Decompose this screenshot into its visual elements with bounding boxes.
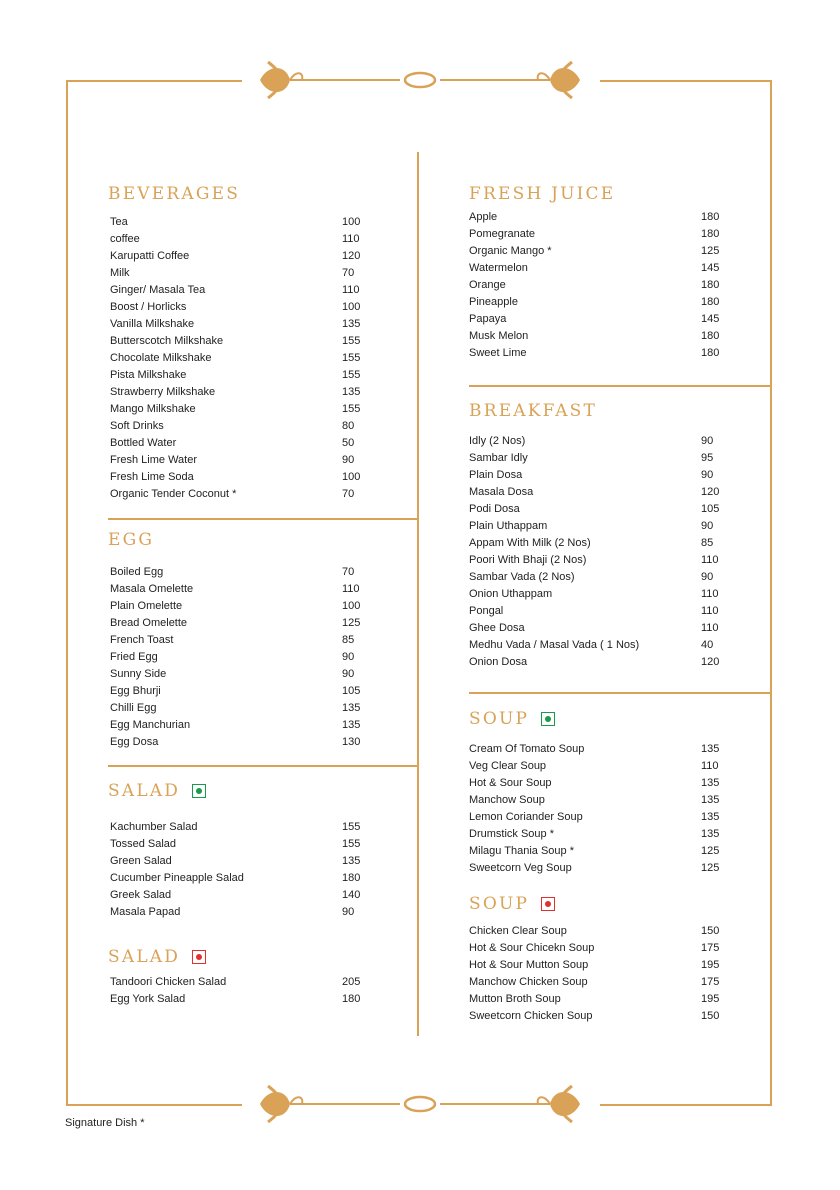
menu-item-name: Greek Salad	[110, 889, 172, 901]
menu-item-price: 135	[342, 702, 361, 714]
section-title-text: SALAD	[108, 947, 181, 967]
menu-item-name: Egg York Salad	[110, 993, 186, 1005]
section-title-text: BEVERAGES	[108, 184, 241, 204]
menu-item	[110, 615, 370, 632]
menu-item-price: 150	[701, 1010, 720, 1022]
menu-item-name: Chilli Egg	[110, 702, 157, 714]
column-divider	[417, 152, 419, 1036]
menu-item-price: 195	[701, 993, 720, 1005]
menu-item-price: 135	[701, 794, 720, 806]
menu-item-price: 110	[701, 554, 719, 566]
menu-item	[110, 248, 370, 265]
menu-item-name: Watermelon	[469, 262, 528, 274]
menu-item	[110, 469, 370, 486]
menu-item-price: 110	[342, 233, 360, 245]
menu-item	[469, 328, 729, 345]
menu-item	[469, 243, 729, 260]
menu-item-name: French Toast	[110, 634, 174, 646]
section-title-salad-veg	[108, 781, 206, 801]
menu-item-price: 135	[342, 386, 361, 398]
menu-item-price: 125	[701, 845, 720, 857]
menu-item-price: 155	[342, 821, 361, 833]
menu-item	[469, 620, 729, 637]
menu-item-price: 195	[701, 959, 720, 971]
menu-item-name: Onion Dosa	[469, 656, 528, 668]
menu-item-price: 155	[342, 838, 361, 850]
menu-item-price: 140	[342, 889, 361, 901]
menu-item-price: 110	[701, 605, 719, 617]
menu-item	[110, 214, 370, 231]
menu-item-price: 125	[342, 617, 361, 629]
menu-item-price: 180	[701, 296, 720, 308]
menu-item	[469, 940, 729, 957]
salad-nonveg-list	[110, 974, 370, 1008]
frame-bottom-left-line	[66, 1104, 242, 1106]
menu-item-name: Fresh Lime Water	[110, 454, 198, 466]
menu-item-price: 130	[342, 736, 361, 748]
menu-item	[469, 843, 729, 860]
menu-item-name: Podi Dosa	[469, 503, 520, 515]
section-title-text: SALAD	[108, 781, 181, 801]
menu-item-name: Onion Uthappam	[469, 588, 553, 600]
menu-item-price: 90	[701, 469, 714, 481]
menu-item-price: 180	[701, 211, 720, 223]
menu-item-price: 135	[342, 719, 361, 731]
menu-item-price: 110	[701, 622, 719, 634]
menu-item-price: 145	[701, 262, 720, 274]
menu-item-price: 90	[701, 435, 714, 447]
menu-item	[469, 586, 729, 603]
section-title-text: FRESH JUICE	[469, 184, 616, 204]
menu-item-name: Orange	[469, 279, 506, 291]
menu-item-name: Medhu Vada / Masal Vada ( 1 Nos)	[469, 639, 640, 651]
menu-item	[469, 860, 729, 877]
salad-veg-list	[110, 819, 370, 921]
menu-item	[110, 350, 370, 367]
menu-item-price: 40	[701, 639, 714, 651]
menu-item-name: Egg Dosa	[110, 736, 159, 748]
beverages-list	[110, 214, 370, 503]
menu-item-name: Hot & Sour Chicekn Soup	[469, 942, 595, 954]
menu-item-price: 90	[701, 520, 714, 532]
menu-item-price: 90	[342, 906, 355, 918]
menu-item	[469, 1008, 729, 1025]
menu-item-price: 100	[342, 471, 361, 483]
menu-item-name: Chocolate Milkshake	[110, 352, 212, 364]
menu-item	[469, 345, 729, 362]
section-title-text: SOUP	[469, 894, 530, 914]
frame-top-left-line	[66, 80, 242, 82]
section-title-text: EGG	[108, 530, 155, 550]
menu-item-name: Hot & Sour Mutton Soup	[469, 959, 589, 971]
menu-item	[469, 484, 729, 501]
menu-item-name: Masala Papad	[110, 906, 181, 918]
fresh-juice-list	[469, 209, 729, 362]
menu-item-name: Ginger/ Masala Tea	[110, 284, 206, 296]
menu-item-name: Masala Dosa	[469, 486, 534, 498]
menu-item-name: Pomegranate	[469, 228, 536, 240]
soup-nonveg-list	[469, 923, 729, 1025]
menu-item	[469, 518, 729, 535]
menu-item	[110, 452, 370, 469]
menu-item-name: Organic Tender Coconut *	[110, 488, 237, 500]
section-title-fresh-juice	[469, 184, 615, 204]
menu-item-name: Kachumber Salad	[110, 821, 198, 833]
divider-beverages-egg	[108, 518, 418, 520]
bottom-ornament-icon	[250, 1082, 590, 1128]
menu-item-name: Sunny Side	[110, 668, 167, 680]
menu-item-price: 105	[701, 503, 720, 515]
menu-item-price: 90	[701, 571, 714, 583]
menu-item-name: Sweetcorn Veg Soup	[469, 862, 572, 874]
menu-item	[110, 819, 370, 836]
menu-item	[110, 683, 370, 700]
menu-item-price: 180	[342, 872, 361, 884]
menu-item-price: 95	[701, 452, 714, 464]
frame-left-line	[66, 80, 68, 1106]
veg-mark-icon	[192, 784, 206, 798]
menu-item	[110, 887, 370, 904]
menu-item-price: 70	[342, 566, 355, 578]
menu-item-name: Butterscotch Milkshake	[110, 335, 224, 347]
menu-item-name: Plain Dosa	[469, 469, 523, 481]
breakfast-list	[469, 433, 729, 671]
menu-item-name: Ghee Dosa	[469, 622, 525, 634]
menu-item	[110, 649, 370, 666]
menu-item-name: Sambar Vada (2 Nos)	[469, 571, 575, 583]
section-title-text: SOUP	[469, 709, 530, 729]
menu-item	[469, 758, 729, 775]
menu-item-name: Pista Milkshake	[110, 369, 187, 381]
divider-juice-breakfast	[469, 385, 772, 387]
menu-item	[469, 501, 729, 518]
menu-item-price: 145	[701, 313, 720, 325]
menu-item-name: Egg Bhurji	[110, 685, 161, 697]
frame-right-line	[770, 80, 772, 1106]
menu-item-name: Bottled Water	[110, 437, 177, 449]
menu-item	[110, 333, 370, 350]
menu-item	[110, 384, 370, 401]
menu-item-price: 180	[701, 330, 720, 342]
menu-item	[110, 991, 370, 1008]
menu-item-price: 100	[342, 216, 361, 228]
menu-item-price: 120	[701, 486, 720, 498]
nonveg-mark-icon	[541, 897, 555, 911]
menu-item	[110, 401, 370, 418]
section-title-egg	[108, 530, 154, 550]
frame-bottom-right-line	[600, 1104, 772, 1106]
menu-item-name: Appam With Milk (2 Nos)	[469, 537, 591, 549]
menu-item-name: Tandoori Chicken Salad	[110, 976, 227, 988]
menu-item-name: Bread Omelette	[110, 617, 188, 629]
menu-item	[110, 853, 370, 870]
menu-item-name: Egg Manchurian	[110, 719, 191, 731]
menu-item-price: 205	[342, 976, 361, 988]
menu-item-price: 120	[701, 656, 720, 668]
menu-item	[469, 654, 729, 671]
menu-item	[110, 299, 370, 316]
menu-item-name: Soft Drinks	[110, 420, 164, 432]
menu-item	[110, 564, 370, 581]
section-title-soup-nonveg	[469, 894, 555, 914]
menu-item	[110, 974, 370, 991]
menu-item-price: 135	[701, 828, 720, 840]
menu-item-price: 175	[701, 942, 720, 954]
menu-item-price: 155	[342, 403, 361, 415]
menu-item-name: Tossed Salad	[110, 838, 177, 850]
section-title-breakfast	[469, 401, 597, 421]
menu-item-name: Milagu Thania Soup *	[469, 845, 574, 857]
menu-item	[110, 700, 370, 717]
menu-item	[469, 775, 729, 792]
menu-item-price: 90	[342, 651, 355, 663]
divider-egg-salad	[108, 765, 418, 767]
menu-item-name: Pineapple	[469, 296, 518, 308]
menu-item-name: Sambar Idly	[469, 452, 528, 464]
menu-item	[469, 991, 729, 1008]
menu-item-price: 105	[342, 685, 361, 697]
menu-item-price: 180	[342, 993, 361, 1005]
menu-item-name: Apple	[469, 211, 498, 223]
section-title-salad-nonveg	[108, 947, 206, 967]
menu-item-price: 155	[342, 369, 361, 381]
menu-item-name: Hot & Sour Soup	[469, 777, 552, 789]
menu-item-name: Cream Of Tomato Soup	[469, 743, 585, 755]
menu-item	[110, 632, 370, 649]
menu-item-price: 135	[342, 855, 361, 867]
menu-item-price: 70	[342, 267, 355, 279]
menu-item-price: 155	[342, 352, 361, 364]
menu-item-name: Lemon Coriander Soup	[469, 811, 583, 823]
menu-item-name: Boost / Horlicks	[110, 301, 187, 313]
menu-item	[110, 666, 370, 683]
menu-item	[110, 367, 370, 384]
menu-item-price: 120	[342, 250, 361, 262]
menu-item	[469, 792, 729, 809]
menu-item	[110, 282, 370, 299]
section-title-text: BREAKFAST	[469, 401, 598, 421]
menu-item	[469, 569, 729, 586]
menu-item-price: 135	[701, 811, 720, 823]
menu-item	[469, 637, 729, 654]
footnote-signature-dish: Signature Dish *	[65, 1117, 145, 1129]
section-title-beverages	[108, 184, 240, 204]
menu-item	[469, 741, 729, 758]
menu-item-price: 85	[342, 634, 355, 646]
menu-item-price: 70	[342, 488, 355, 500]
menu-item-name: Drumstick Soup *	[469, 828, 554, 840]
menu-item-name: Masala Omelette	[110, 583, 194, 595]
menu-item	[469, 826, 729, 843]
menu-item	[110, 418, 370, 435]
menu-item-name: Boiled Egg	[110, 566, 164, 578]
menu-item	[110, 435, 370, 452]
menu-item	[469, 260, 729, 277]
menu-item	[469, 923, 729, 940]
menu-item-name: Strawberry Milkshake	[110, 386, 216, 398]
menu-item-name: Fried Egg	[110, 651, 158, 663]
menu-item	[469, 226, 729, 243]
menu-item-price: 90	[342, 454, 355, 466]
menu-item	[469, 294, 729, 311]
menu-item-name: Organic Mango *	[469, 245, 552, 257]
menu-item-name: Chicken Clear Soup	[469, 925, 567, 937]
menu-item-price: 150	[701, 925, 720, 937]
menu-item-price: 180	[701, 228, 720, 240]
menu-item-price: 110	[342, 583, 360, 595]
menu-item-price: 135	[701, 743, 720, 755]
menu-item	[110, 486, 370, 503]
menu-item	[469, 552, 729, 569]
menu-item	[469, 450, 729, 467]
menu-item-name: Poori With Bhaji (2 Nos)	[469, 554, 587, 566]
menu-item-name: Milk	[110, 267, 130, 279]
menu-item-price: 100	[342, 301, 361, 313]
menu-item-name: Pongal	[469, 605, 504, 617]
menu-item-name: Tea	[110, 216, 128, 228]
menu-item-name: Karupatti Coffee	[110, 250, 190, 262]
menu-item	[469, 535, 729, 552]
menu-item	[110, 836, 370, 853]
menu-item-name: Plain Uthappam	[469, 520, 548, 532]
menu-item	[110, 870, 370, 887]
menu-item-name: Fresh Lime Soda	[110, 471, 194, 483]
menu-item-price: 180	[701, 279, 720, 291]
menu-item-name: Idly (2 Nos)	[469, 435, 526, 447]
menu-item	[469, 433, 729, 450]
menu-item-price: 80	[342, 420, 355, 432]
menu-item-price: 125	[701, 862, 720, 874]
veg-mark-icon	[541, 712, 555, 726]
menu-item	[469, 311, 729, 328]
menu-item	[469, 603, 729, 620]
frame-top-right-line	[600, 80, 772, 82]
menu-item-price: 125	[701, 245, 720, 257]
menu-item	[110, 904, 370, 921]
menu-item-name: Mutton Broth Soup	[469, 993, 561, 1005]
menu-item-price: 100	[342, 600, 361, 612]
menu-item-price: 135	[342, 318, 361, 330]
egg-list	[110, 564, 370, 751]
menu-item-name: coffee	[110, 233, 140, 245]
menu-item	[110, 598, 370, 615]
menu-item	[110, 316, 370, 333]
menu-item	[110, 734, 370, 751]
menu-item-name: Vanilla Milkshake	[110, 318, 195, 330]
menu-item-name: Manchow Soup	[469, 794, 545, 806]
menu-item-price: 50	[342, 437, 355, 449]
menu-item	[110, 581, 370, 598]
menu-item-name: Papaya	[469, 313, 507, 325]
menu-item	[110, 231, 370, 248]
menu-item	[469, 809, 729, 826]
menu-item-price: 110	[701, 588, 719, 600]
menu-item-price: 175	[701, 976, 720, 988]
menu-item	[469, 957, 729, 974]
section-title-soup-veg	[469, 709, 555, 729]
menu-item-name: Cucumber Pineapple Salad	[110, 872, 244, 884]
menu-item	[469, 277, 729, 294]
menu-item-name: Sweetcorn Chicken Soup	[469, 1010, 593, 1022]
menu-item-price: 180	[701, 347, 720, 359]
divider-breakfast-soup	[469, 692, 772, 694]
menu-item-price: 110	[342, 284, 360, 296]
menu-item-price: 155	[342, 335, 361, 347]
menu-item-price: 90	[342, 668, 355, 680]
nonveg-mark-icon	[192, 950, 206, 964]
menu-item	[110, 265, 370, 282]
menu-item-name: Sweet Lime	[469, 347, 527, 359]
menu-item	[110, 717, 370, 734]
menu-item-price: 135	[701, 777, 720, 789]
menu-item-name: Manchow Chicken Soup	[469, 976, 588, 988]
top-ornament-icon	[250, 58, 590, 104]
menu-item	[469, 467, 729, 484]
menu-item-name: Mango Milkshake	[110, 403, 196, 415]
menu-item-name: Green Salad	[110, 855, 172, 867]
menu-item-name: Plain Omelette	[110, 600, 183, 612]
menu-item-price: 110	[701, 760, 719, 772]
menu-item-name: Veg Clear Soup	[469, 760, 547, 772]
menu-item	[469, 209, 729, 226]
soup-veg-list	[469, 741, 729, 877]
menu-item-name: Musk Melon	[469, 330, 529, 342]
menu-item	[469, 974, 729, 991]
menu-item-price: 85	[701, 537, 714, 549]
